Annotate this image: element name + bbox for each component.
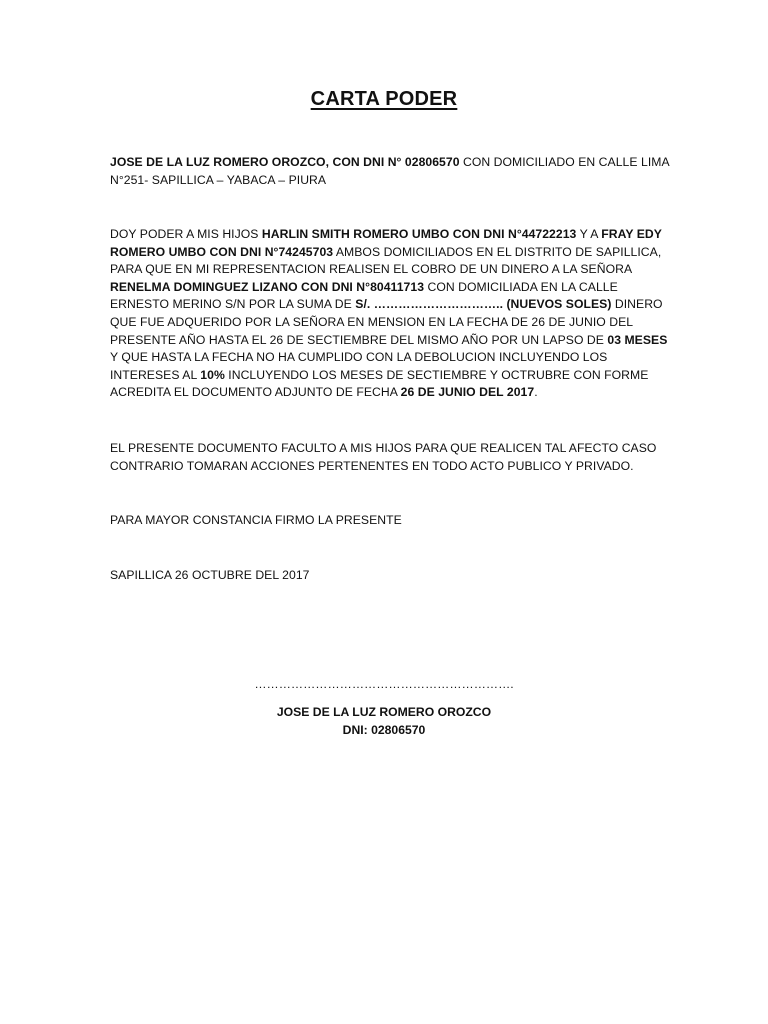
attorney-1: HARLIN SMITH ROMERO UMBO CON DNI N°44722213	[261, 227, 577, 241]
grantor-identity: JOSE DE LA LUZ ROMERO OROZCO, CON DNI N° 02806570	[110, 155, 460, 169]
signer-name: JOSE DE LA LUZ ROMERO OROZCO	[276, 705, 492, 719]
p2-segment-7: CON DOMICILIADA EN LA CALLE ERNESTO MERINO S/N POR LA SUMA DE	[110, 279, 618, 312]
signer-dni: DNI: 02806570	[342, 723, 426, 737]
p2-segment-1: DOY PODER A MIS HIJOS	[110, 227, 262, 241]
debtor-identity: RENELMA DOMINGUEZ LIZANO CON DNI N°80411713	[110, 279, 425, 294]
paragraph-grantor	[110, 154, 670, 189]
paragraph-faculty: EL PRESENTE DOCUMENTO FACULTO A MIS HIJOS PARA QUE REALICEN TAL AFECTO CASO CONTRARIO TOMARAN ACCIONES PERTENENTES EN TODO ACTO PUBLICO Y PRIVADO.	[110, 441, 657, 473]
p2-segment-5: AMBOS DOMICILIADOS EN EL DISTRITO DE SAPILLICA, PARA QUE EN MI REPRESENTACION REALISEN EL COBRO DE UN DINERO A LA SEÑORA	[110, 244, 662, 277]
paragraph-power-granted	[110, 226, 670, 402]
document-title	[0, 88, 768, 111]
interest-rate: 10%	[200, 367, 225, 382]
attorney-2: FRAY EDY ROMERO UMBO CON DNI N°74245703	[110, 227, 662, 259]
paragraph-constancy: PARA MAYOR CONSTANCIA FIRMO LA PRESENTE	[110, 513, 402, 527]
document-date: 26 DE JUNIO DEL 2017	[400, 385, 535, 400]
term-months: 03 MESES	[607, 332, 668, 347]
amount-field: S/. ………………………….. (NUEVOS SOLES)	[355, 297, 612, 312]
signature-line: ……………………………………………………….	[254, 677, 514, 691]
p2-segment-13: INCLUYENDO LOS MESES DE SECTIEMBRE Y OCTRUBRE CON FORME ACREDITA EL DOCUMENTO ADJUNTO DE FECHA	[110, 367, 649, 400]
p2-segment-15: .	[534, 385, 538, 400]
p2-segment-3: Y A	[576, 227, 602, 241]
p2-segment-9: DINERO QUE FUE ADQUERIDO POR LA SEÑORA EN MENSION EN LA FECHA DE 26 DE JUNIO DEL PRESENTE AÑO HASTA EL 26 DE SECTIEMBRE DEL MISMO AÑO POR UN LAPSO DE	[110, 297, 663, 347]
place-and-date: SAPILLICA 26 OCTUBRE DEL 2017	[110, 568, 310, 582]
title-text: CARTA PODER	[310, 88, 458, 110]
p2-segment-11: Y QUE HASTA LA FECHA NO HA CUMPLIDO CON LA DEBOLUCION INCLUYENDO LOS INTERESES AL	[110, 350, 608, 382]
grantor-address: CON DOMICILIADO EN CALLE LIMA N°251- SAPILLICA – YABACA – PIURA	[110, 155, 669, 187]
